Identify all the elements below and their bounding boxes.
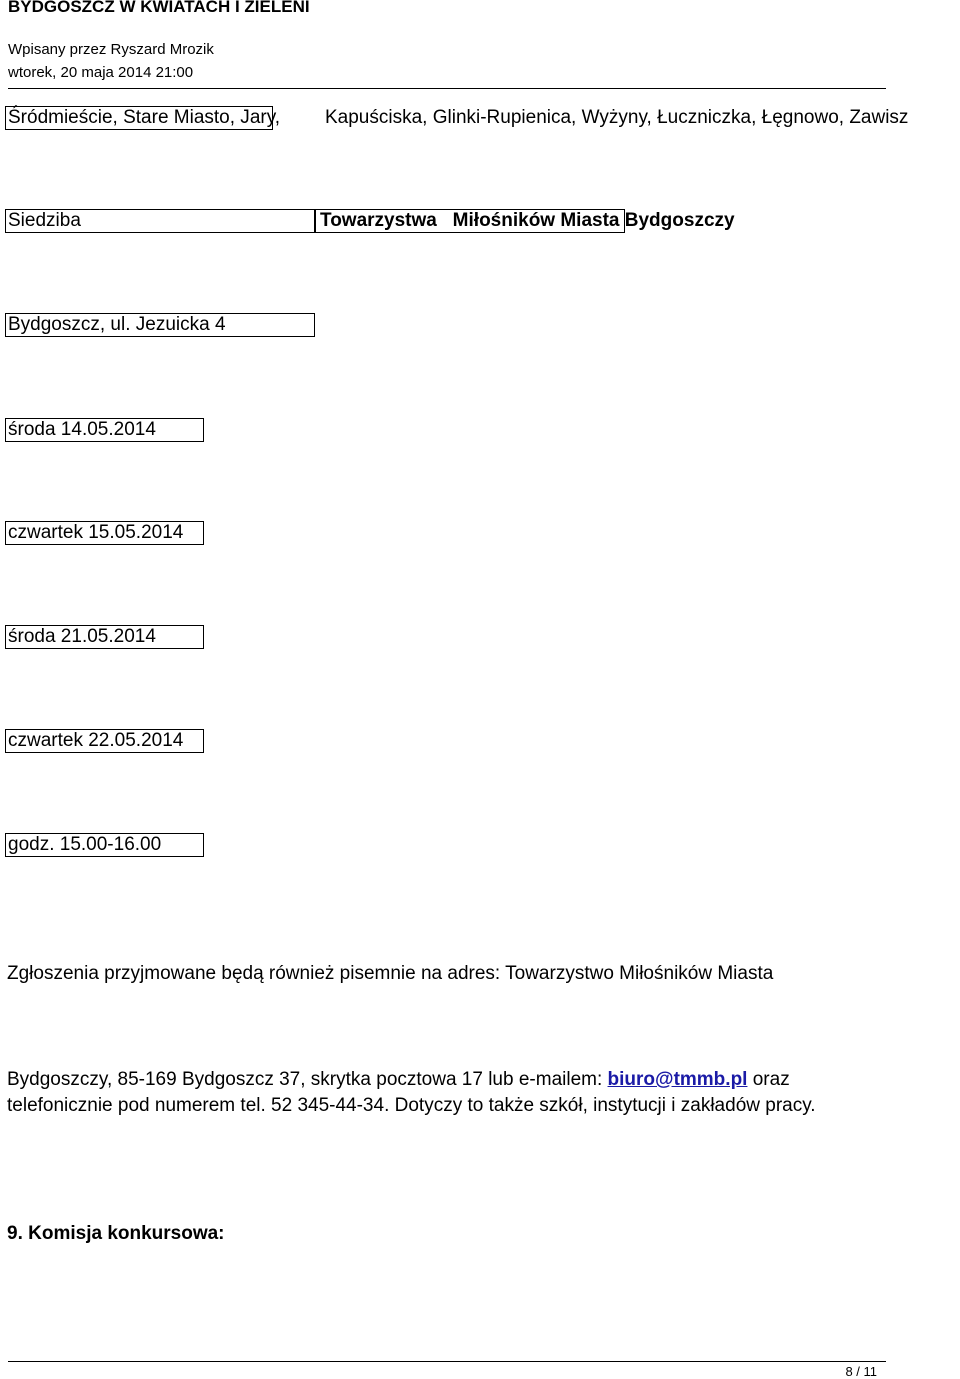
site-title: BYDGOSZCZ W KWIATACH I ZIELENI — [8, 0, 310, 16]
date-item: czwartek 15.05.2014 — [8, 522, 184, 543]
districts-continued: Kapuściska, Glinki-Rupienica, Wyżyny, Łuczniczka, Łęgnowo, Zawisz — [325, 107, 909, 128]
footer-divider — [8, 1361, 886, 1362]
date-item: czwartek 22.05.2014 — [8, 730, 184, 751]
districts-part-2: ary, — [249, 107, 281, 128]
header-divider — [8, 88, 886, 89]
page-number: 8 / 11 — [845, 1364, 877, 1379]
siedziba-value: Towarzystwa Miłośników Miasta Bydgoszczy — [320, 210, 735, 231]
submissions-intro: Zgłoszenia przyjmowane będą również pisemnie na adres: Towarzystwo Miłośników Miasta — [7, 963, 774, 984]
publish-date: wtorek, 20 maja 2014 21:00 — [8, 64, 194, 81]
submissions-text: Bydgoszczy, 85-169 Bydgoszcz 37, skrytka pocztowa 17 lub e-mailem: — [7, 1069, 608, 1090]
author-line: Wpisany przez Ryszard Mrozik — [8, 41, 214, 58]
date-item: środa 14.05.2014 — [8, 419, 156, 440]
submissions-text-continued: oraz telefonicznie pod numerem tel. 52 345-44-34. Dotyczy to także szkół, instytucji i zakładów pracy. — [7, 1069, 816, 1116]
districts-text — [8, 106, 280, 130]
section-heading: 9. Komisja konkursowa: — [7, 1223, 225, 1244]
districts-part-1: Śródmieście, Stare Miasto, J — [8, 107, 250, 128]
address: Bydgoszcz, ul. Jezuicka 4 — [8, 314, 226, 335]
date-item: środa 21.05.2014 — [8, 626, 156, 647]
hours: godz. 15.00-16.00 — [8, 834, 162, 855]
email-link[interactable]: biuro@tmmb.pl — [607, 1069, 748, 1090]
submissions-details — [7, 1067, 887, 1119]
siedziba-label: Siedziba — [8, 210, 81, 231]
